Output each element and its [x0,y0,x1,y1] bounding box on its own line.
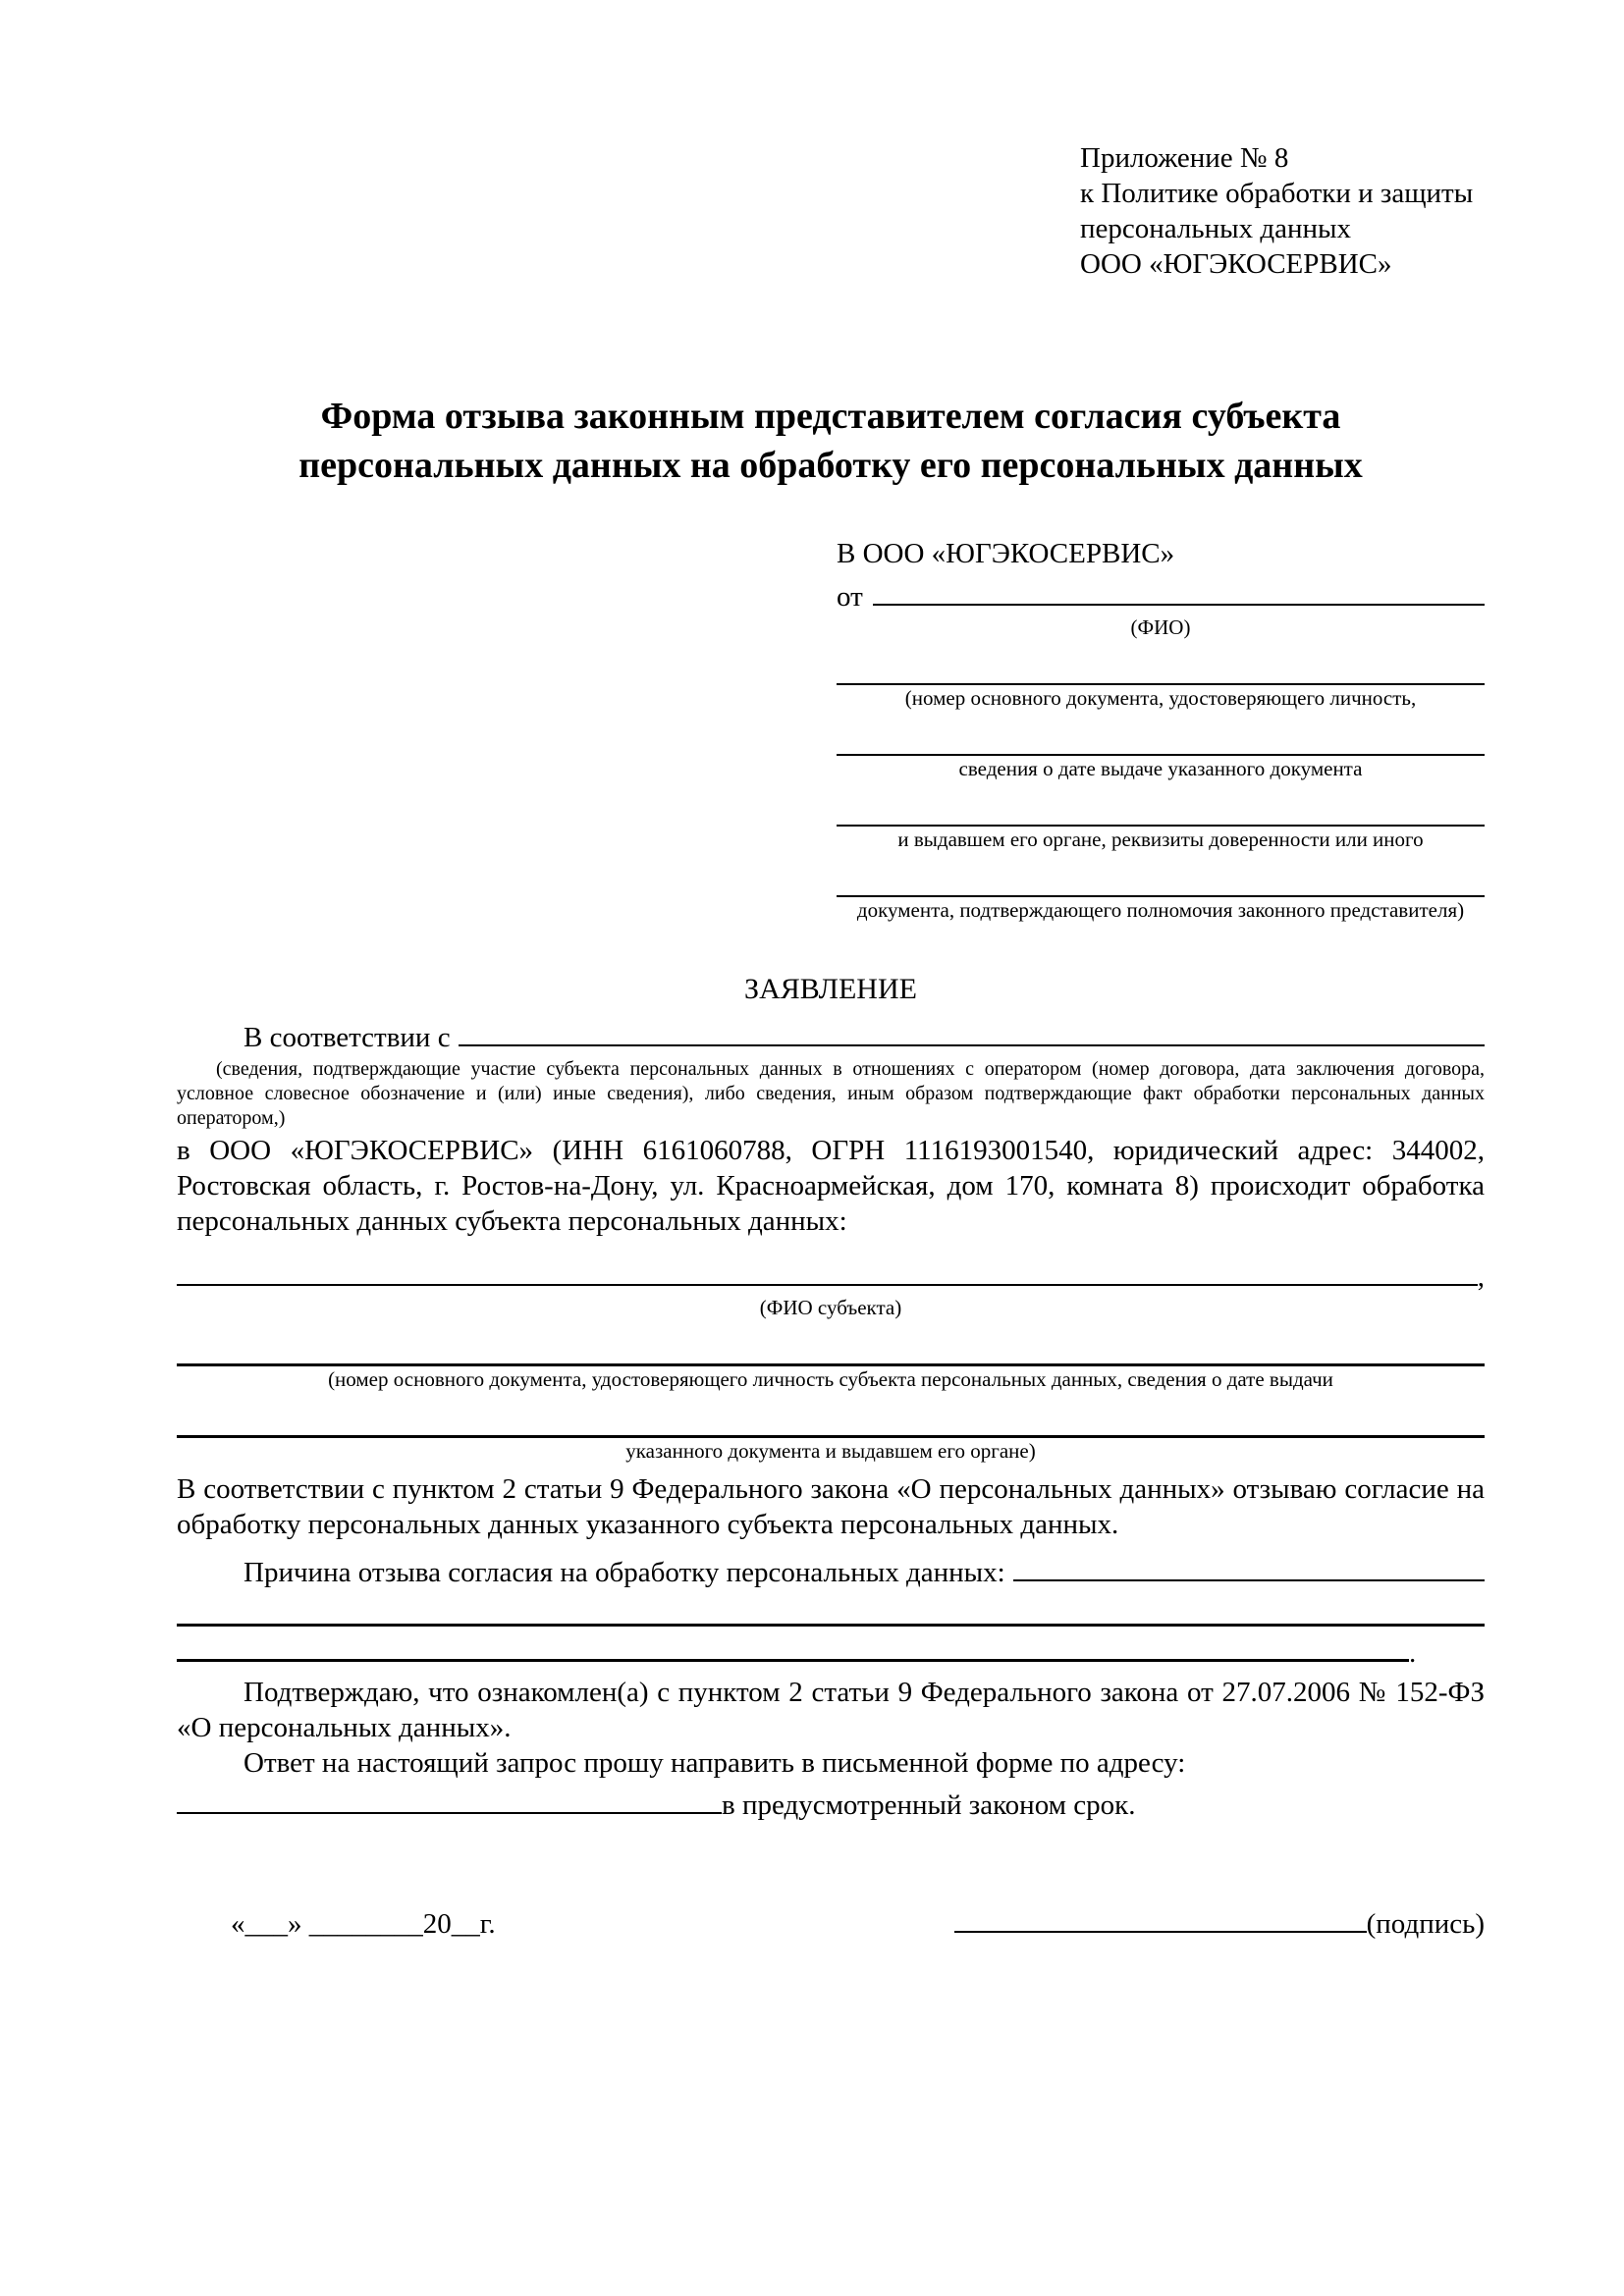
according-row [177,1015,1485,1055]
blank-line [177,1590,1485,1627]
reason-row [177,1550,1485,1590]
addressee-field [837,711,1485,781]
addressee-field [837,640,1485,711]
blank-line [177,1251,1478,1286]
field-caption: сведения о дате выдаче указанного документа [958,757,1363,780]
addressee-block [837,535,1485,923]
confirm-paragraph: Подтверждаю, что ознакомлен(а) с пунктом 2 статьи 9 Федерального закона от 27.07.2006 № 152-ФЗ «О персональных данных». [177,1677,1485,1743]
field-caption: (номер основного документа, удостоверяющего личность, [904,686,1417,710]
appendix-line: ООО «ЮГЭКОСЕРВИС» [1080,248,1392,280]
signature-block [954,1899,1485,1942]
subject-fio-row [177,1251,1485,1295]
answer-paragraph: Ответ на настоящий запрос прошу направить в письменной форме по адресу: [244,1747,1186,1779]
appendix-line: к Политике обработки и защиты [1080,178,1474,209]
blank-line [837,711,1485,756]
trailing-period: . [1409,1637,1417,1669]
from-row [837,574,1485,614]
field-caption: документа, подтверждающего полномочия законного представителя) [856,898,1465,922]
blank-line [177,1320,1485,1366]
withdraw-paragraph: В соответствии с пунктом 2 статьи 9 Федерального закона «О персональных данных» отзываю согласие на обработку персональных данных указанного субъекта персональных данных. [177,1473,1485,1540]
answer-tail: в предусмотренный законом срок. [722,1789,1136,1821]
blank-line [177,1781,722,1814]
statement-heading: ЗАЯВЛЕНИЕ [744,973,917,1005]
date-line: «___» ________20__г. [231,1908,496,1940]
subject-doc-caption: (номер основного документа, удостоверяющего личность субъекта персональных данных, сведения о дате выдачи [328,1367,1333,1391]
addressee-field [837,852,1485,923]
blank-line [177,1627,1409,1662]
from-label: от [837,581,863,613]
reason-lead: Причина отзыва согласия на обработку персональных данных: [244,1557,1005,1588]
blank-line [1013,1550,1485,1581]
blank-line [837,781,1485,827]
fio-caption: (ФИО) [1130,615,1191,639]
document-title: Форма отзыва законным представителем согласия субъекта персональных данных на обработку его персональных данных [298,396,1363,486]
blank-line [459,1015,1485,1046]
answer-address-row [177,1781,1485,1825]
blank-line [177,1392,1485,1438]
addressee-field [837,781,1485,852]
trailing-comma: , [1477,1261,1485,1293]
appendix-block [1080,140,1485,282]
signature-caption: (подпись) [1366,1908,1485,1940]
addressee-to: В ООО «ЮГЭКОСЕРВИС» [837,538,1175,569]
operator-paragraph: в ООО «ЮГЭКОСЕРВИС» (ИНН 6161060788, ОГРН 1116193001540, юридический адрес: 344002, Ростовская область, г. Ростов-на-Дону, ул. Красноармейская, дом 170, комната 8) происходит обработка персональных данных субъекта персональных данных: [177,1135,1485,1237]
footer-row [177,1899,1485,1942]
blank-line [837,852,1485,897]
subject-fio-caption: (ФИО субъекта) [759,1296,902,1319]
blank-line [837,640,1485,685]
appendix-line: Приложение № 8 [1080,142,1289,174]
field-caption: и выдавшем его органе, реквизиты доверенности или иного [897,828,1424,851]
signature-line [954,1899,1367,1933]
according-lead: В соответствии с [244,1022,451,1053]
blank-line-row [177,1627,1485,1671]
appendix-line: персональных данных [1080,213,1352,244]
subject-doc-caption: указанного документа и выдавшем его органе) [625,1439,1036,1463]
from-blank-line [873,574,1485,606]
legal-note: (сведения, подтверждающие участие субъекта персональных данных в отношениях с оператором (номер договора, дата заключения договора, условное словесное обозначение и (или) иные сведения), либо сведения, иным образом подтверждающие факт обработки персональных данных оператором,) [177,1058,1485,1129]
